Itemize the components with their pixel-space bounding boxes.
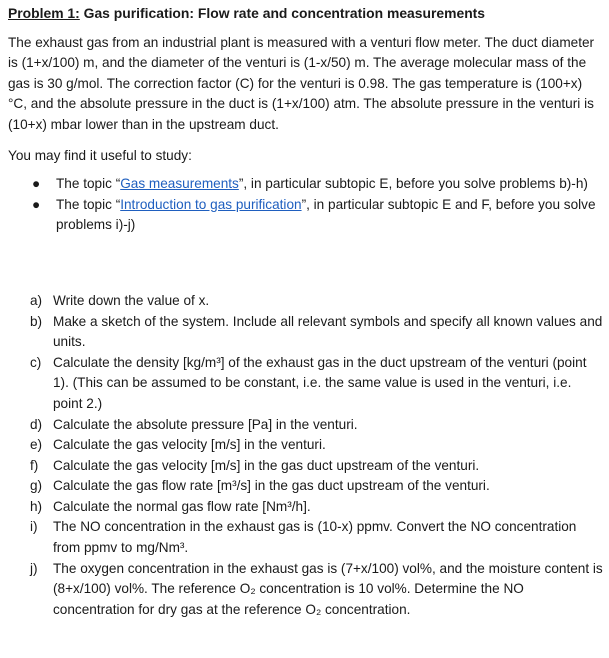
task-text: Write down the value of x. (53, 292, 210, 308)
task-item-i (8, 517, 604, 558)
task-text: Calculate the normal gas flow rate [Nm³/h]. (53, 498, 311, 514)
task-text: Calculate the absolute pressure [Pa] in the venturi. (53, 416, 358, 432)
bullet-icon: ● (32, 176, 41, 192)
task-item-a (8, 291, 604, 312)
task-item-h (8, 497, 604, 518)
task-marker: g) (30, 478, 43, 494)
problem-title (8, 3, 604, 24)
task-item-b (8, 312, 604, 353)
study-topic-item (8, 195, 604, 236)
bullet-icon: ● (32, 196, 41, 212)
task-text: Calculate the density [kg/m³] of the exhaust gas in the duct upstream of the venturi (point 1). (This can be assumed to be constant, i.e. the same value is used in the venturi, i.e. point 2.) (53, 354, 587, 411)
task-item-f (8, 456, 604, 477)
task-item-c (8, 353, 604, 415)
task-text: Calculate the gas flow rate [m³/s] in the gas duct upstream of the venturi. (53, 478, 490, 494)
study-intro: You may find it useful to study: (8, 147, 192, 163)
problem-label: Problem 1: (8, 5, 80, 21)
task-marker: b) (30, 313, 43, 329)
task-marker: c) (30, 354, 42, 370)
task-item-d (8, 415, 604, 436)
task-text: Calculate the gas velocity [m/s] in the venturi. (53, 437, 326, 453)
topic-text-after: ”, in particular subtopic E and F, before you solve problems i)-j) (56, 196, 596, 233)
topic-text-after: ”, in particular subtopic E, before you solve problems b)-h) (238, 176, 588, 192)
task-marker: i) (30, 519, 38, 535)
task-list (8, 291, 604, 621)
study-topic-item (8, 174, 604, 195)
task-item-g (8, 476, 604, 497)
link-introduction-to-gas-purification[interactable]: Introduction to gas purification (120, 196, 302, 212)
task-text: The NO concentration in the exhaust gas is (10-x) ppmv. Convert the NO concentration from ppmv to mg/Nm³. (53, 519, 577, 556)
task-text: Calculate the gas velocity [m/s] in the gas duct upstream of the venturi. (53, 457, 480, 473)
task-marker: j) (30, 560, 38, 576)
task-marker: d) (30, 416, 43, 432)
study-topics-list (8, 174, 604, 236)
task-marker: h) (30, 498, 43, 514)
task-text: The oxygen concentration in the exhaust gas is (7+x/100) vol%, and the moisture content is (8+x/100) vol%. The reference O₂ concentration is 10 vol%. Determine the NO concentration for dry gas at the reference O₂ concentration. (53, 560, 603, 617)
task-text: Make a sketch of the system. Include all relevant symbols and specify all known values and units. (53, 313, 603, 350)
task-item-e (8, 435, 604, 456)
task-marker: a) (30, 292, 43, 308)
problem-title-text: Gas purification: Flow rate and concentration measurements (79, 5, 486, 21)
task-marker: e) (30, 437, 43, 453)
link-gas-measurements[interactable]: Gas measurements (120, 176, 239, 192)
task-marker: f) (30, 457, 39, 473)
document-page (8, 3, 604, 620)
task-item-j (8, 559, 604, 621)
problem-intro-paragraph: The exhaust gas from an industrial plant is measured with a venturi flow meter. The duct diameter is (1+x/100) m, and the diameter of the venturi is (1-x/50) m. The average molecular mass of the gas is 30 g/mol. The correction factor (C) for the venturi is 0.98. The gas temperature is (100+x) °C, and the absolute pressure in the duct is (1+x/100) atm. The absolute pressure in the venturi is (10+x) mbar lower than in the upstream duct. (8, 34, 595, 132)
topic-text-before: The topic “ (56, 196, 121, 212)
topic-text-before: The topic “ (56, 176, 121, 192)
